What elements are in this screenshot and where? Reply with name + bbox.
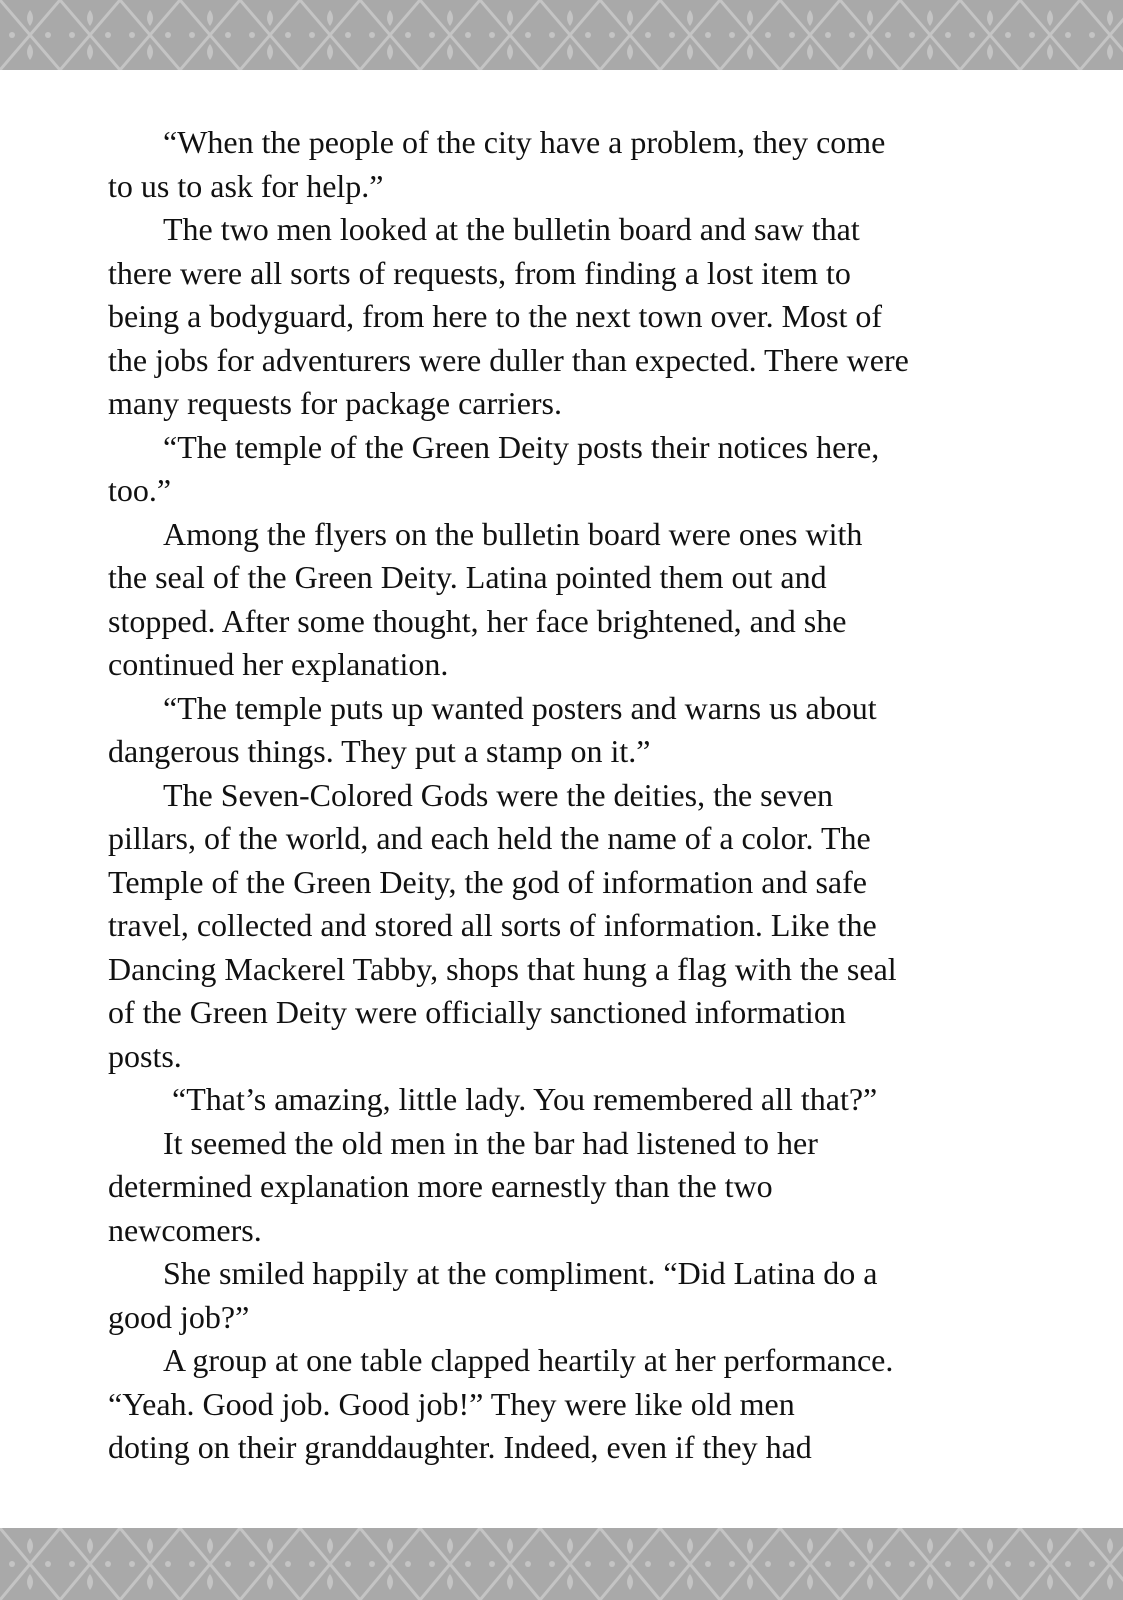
diamond-pattern-icon — [0, 1528, 1123, 1600]
text-line: She smiled happily at the compliment. “Did Latina do a — [163, 1255, 878, 1291]
text-line: the jobs for adventurers were duller than expected. There were — [108, 341, 909, 378]
text-line: being a bodyguard, from here to the next town over. Most of — [108, 298, 883, 334]
decorative-footer-band — [0, 1528, 1123, 1600]
text-line: dangerous things. They put a stamp on it.” — [108, 733, 651, 769]
text-line: “Yeah. Good job. Good job!” They were like old men — [108, 1385, 795, 1422]
text-line: “The temple of the Green Deity posts their notices here, — [163, 428, 880, 465]
text-line: of the Green Deity were officially sanctioned information — [108, 994, 846, 1030]
text-line: many requests for package carriers. — [108, 385, 562, 421]
text-line: “The temple puts up wanted posters and warns us about — [163, 689, 877, 726]
text-line: It seemed the old men in the bar had listened to her — [163, 1124, 818, 1161]
text-line: “That’s amazing, little lady. You remembered all that?” — [172, 1081, 878, 1117]
text-line: stopped. After some thought, her face brightened, and she — [108, 602, 847, 639]
text-line: The Seven-Colored Gods were the deities, the seven — [163, 776, 834, 813]
text-line: the seal of the Green Deity. Latina pointed them out and — [108, 559, 827, 595]
text-line: travel, collected and stored all sorts of information. Like the — [108, 907, 877, 943]
text-line: pillars, of the world, and each held the name of a color. The — [108, 820, 871, 856]
text-line: newcomers. — [108, 1211, 262, 1248]
text-line: continued her explanation. — [108, 646, 449, 682]
text-line: there were all sorts of requests, from finding a lost item to — [108, 254, 851, 291]
text-line: good job?” — [108, 1298, 250, 1335]
text-line: too.” — [108, 472, 172, 508]
text-line: determined explanation more earnestly than the two — [108, 1168, 773, 1204]
text-line: posts. — [108, 1037, 182, 1074]
text-line: to us to ask for help.” — [108, 167, 384, 204]
text-line: Dancing Mackerel Tabby, shops that hung a flag with the seal — [108, 950, 897, 987]
decorative-header-band — [0, 0, 1123, 70]
text-line: Temple of the Green Deity, the god of information and safe — [108, 863, 867, 900]
text-line: A group at one table clapped heartily at her performance. — [163, 1342, 894, 1378]
text-line: “When the people of the city have a problem, they come — [163, 124, 886, 160]
diamond-pattern-icon — [0, 0, 1123, 70]
book-page-text — [108, 121, 988, 1470]
text-line: doting on their granddaughter. Indeed, even if they had — [108, 1429, 812, 1465]
text-line: The two men looked at the bulletin board and saw that — [163, 211, 860, 247]
text-line: Among the flyers on the bulletin board were ones with — [163, 515, 863, 552]
